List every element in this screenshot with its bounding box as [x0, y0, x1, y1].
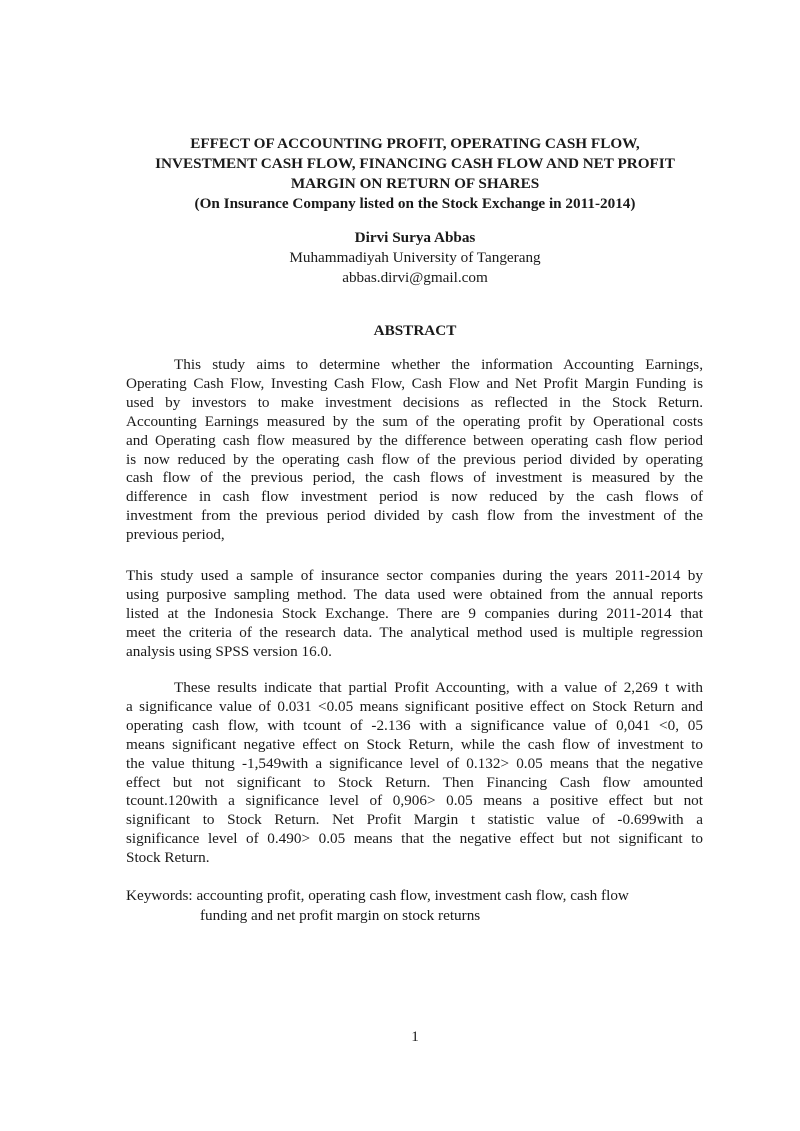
text-line: significance level of 0.490> 0.05 means that the negative effect but not significant to	[126, 830, 703, 848]
paper-title	[100, 134, 730, 214]
author-block	[100, 228, 730, 288]
text-line: analysis using SPSS version 16.0.	[126, 642, 332, 660]
text-line: operating cash flow, with tcount of -2.136 with a significance value of 0,041 <0, 05	[126, 716, 703, 734]
text-line: a significance value of 0.031 <0.05 means significant positive effect on Stock Return and	[126, 697, 703, 715]
keywords-line: Keywords: accounting profit, operating cash flow, investment cash flow, cash flow	[126, 887, 629, 904]
author-affiliation: Muhammadiyah University of Tangerang	[289, 249, 541, 266]
text-line: listed at the Indonesia Stock Exchange. There are 9 companies during 2011-2014 that	[126, 604, 703, 622]
text-line: This study aims to determine whether the information Accounting Earnings,	[174, 356, 703, 373]
text-line: Operating Cash Flow, Investing Cash Flow, Cash Flow and Net Profit Margin Funding is	[126, 374, 703, 392]
title-line: EFFECT OF ACCOUNTING PROFIT, OPERATING CASH FLOW,	[190, 135, 640, 152]
text-line: effect but not significant to Stock Return. Then Financing Cash flow amounted	[126, 773, 703, 791]
text-line: significant to Stock Return. Net Profit Margin t statistic value of -0.699with a	[126, 811, 703, 829]
subtitle-line: (On Insurance Company listed on the Stock Exchange in 2011-2014)	[194, 195, 636, 212]
author-name: Dirvi Surya Abbas	[354, 229, 476, 246]
text-line: This study used a sample of insurance sector companies during the years 2011-2014 by	[126, 567, 703, 584]
page-number: 1	[411, 1028, 419, 1045]
text-line: means significant negative effect on Stock Return, while the cash flow of investment to	[126, 735, 703, 753]
text-line: tcount.120with a significance level of 0,906> 0.05 means a positive effect but not	[126, 792, 703, 810]
text-line: cash flow of the previous period, the cash flows of investment is measured by the	[126, 469, 703, 487]
abstract-paragraph-2	[126, 567, 703, 662]
text-line: used by investors to make investment decisions as reflected in the Stock Return.	[126, 393, 703, 411]
text-line: previous period,	[126, 526, 225, 544]
text-line: is now reduced by the operating cash flow of the previous period divided by operating	[126, 450, 703, 468]
text-line: using purposive sampling method. The data used were obtained from the annual reports	[126, 585, 703, 603]
abstract-paragraph-1	[126, 356, 703, 545]
text-line: investment from the previous period divided by cash flow from the investment of the	[126, 507, 703, 525]
text-line: Stock Return.	[126, 849, 210, 867]
keywords-line: funding and net profit margin on stock returns	[200, 907, 481, 924]
text-line: the value thitung -1,549with a significance level of 0.132> 0.05 means that the negative	[126, 754, 703, 772]
title-line: MARGIN ON RETURN OF SHARES	[290, 175, 540, 192]
author-email: abbas.dirvi@gmail.com	[342, 269, 488, 286]
title-line: INVESTMENT CASH FLOW, FINANCING CASH FLOW AND NET PROFIT	[155, 155, 675, 172]
text-line: meet the criteria of the research data. The analytical method used is multiple regression	[126, 623, 703, 641]
text-line: These results indicate that partial Profit Accounting, with a value of 2,269 t with	[174, 679, 703, 696]
text-line: and Operating cash flow measured by the difference between operating cash flow period	[126, 431, 703, 449]
text-line: difference in cash flow investment period is now reduced by the cash flows of	[126, 488, 703, 506]
keywords	[126, 886, 629, 926]
abstract-paragraph-3	[126, 679, 703, 868]
text-line: Accounting Earnings measured by the sum of the operating profit by Operational costs	[126, 412, 703, 430]
abstract-heading: ABSTRACT	[373, 322, 457, 339]
